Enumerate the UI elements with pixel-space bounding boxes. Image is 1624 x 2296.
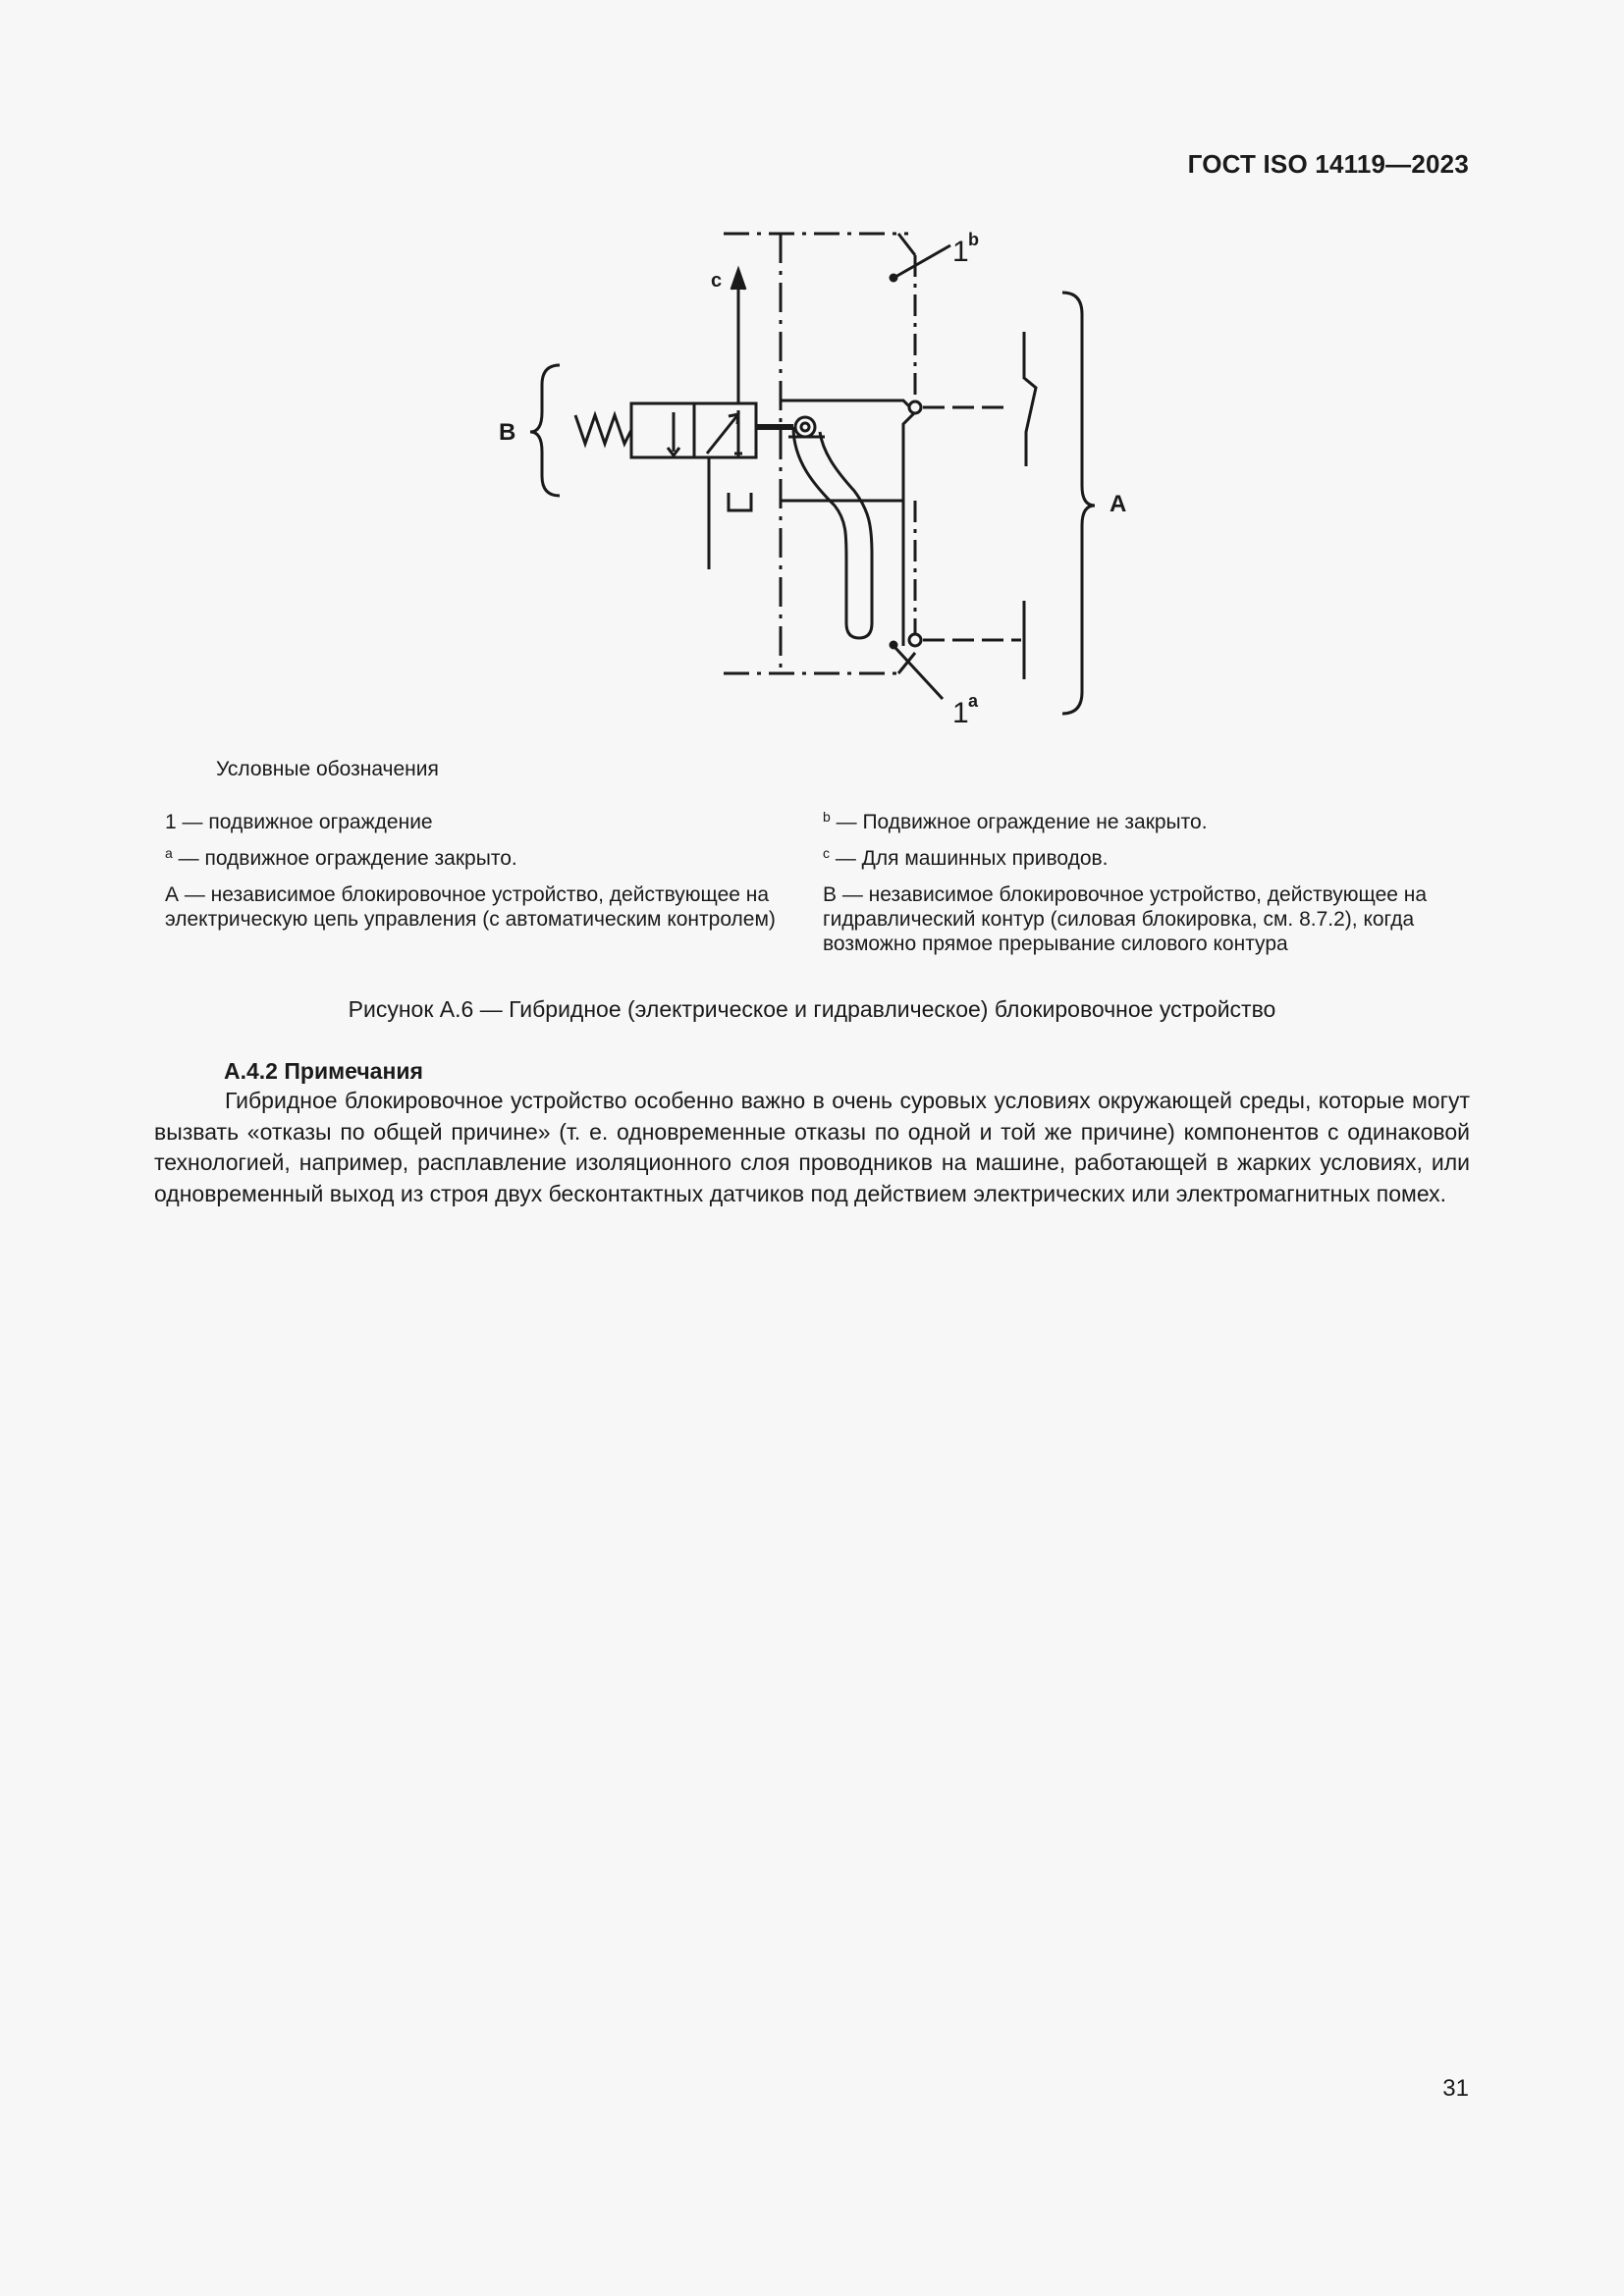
switch-roller-bottom [909, 634, 921, 646]
label-1b-sup: b [968, 230, 979, 249]
brace-a [1062, 293, 1095, 714]
legend-item: В — независимое блокировочное устройство, действующее на гидравлический контур (силовая блокировка, см. 8.7.2), когда возможно прямое прерывание силового контура [823, 883, 1428, 955]
switch-top [1024, 332, 1036, 466]
legend-item: 1 — подвижное ограждение [165, 811, 433, 833]
cam-lever [793, 427, 872, 638]
label-1a-sup: a [968, 691, 979, 711]
legend-item: $^c$ — Для машинных приводов. [823, 845, 1109, 870]
cam-pivot [795, 417, 815, 437]
legend-item: $^a$ — подвижное ограждение закрыто. [165, 845, 517, 870]
legend-title: Условные обозначения [216, 758, 439, 780]
document-code: ГОСТ ISO 14119—2023 [1187, 149, 1469, 179]
label-a: A [1110, 491, 1127, 517]
body-paragraph: Гибридное блокировочное устройство особенно важно в очень суровых условиях окружающей среды, которые могут вызвать «отказы по общей причине» (т. е. одновременные отказы по одной и той же причине) компонентов с одинаковой технологией, например, расплавление изоляционного слоя проводников на машине, работающей в жарких условиях, или одновременный выход из строя двух бесконтактных датчиков под действием электрических или электромагнитных помех. [154, 1088, 1470, 1206]
legend-item: $^b$ — Подвижное ограждение не закрыто. [823, 809, 1208, 833]
label-1b: 1 [952, 236, 969, 268]
legend-item: А — независимое блокировочное устройство, действующее на электрическую цепь управления (с автоматическим контролем) [165, 883, 776, 931]
label-c: c [711, 270, 723, 292]
figure-caption: Рисунок А.6 — Гибридное (электрическое и гидравлическое) блокировочное устройство [348, 996, 1276, 1022]
label-b: B [499, 419, 516, 446]
section-heading: А.4.2 Примечания [224, 1058, 423, 1084]
legend-left-column [165, 810, 793, 943]
label-1a: 1 [952, 697, 969, 729]
switch-roller-top [909, 401, 921, 413]
valve-spring [575, 415, 631, 444]
interlock-diagram [481, 221, 1149, 731]
page-number: 31 [1442, 2075, 1469, 2102]
legend-right-column [823, 810, 1451, 968]
brace-b [530, 365, 560, 496]
